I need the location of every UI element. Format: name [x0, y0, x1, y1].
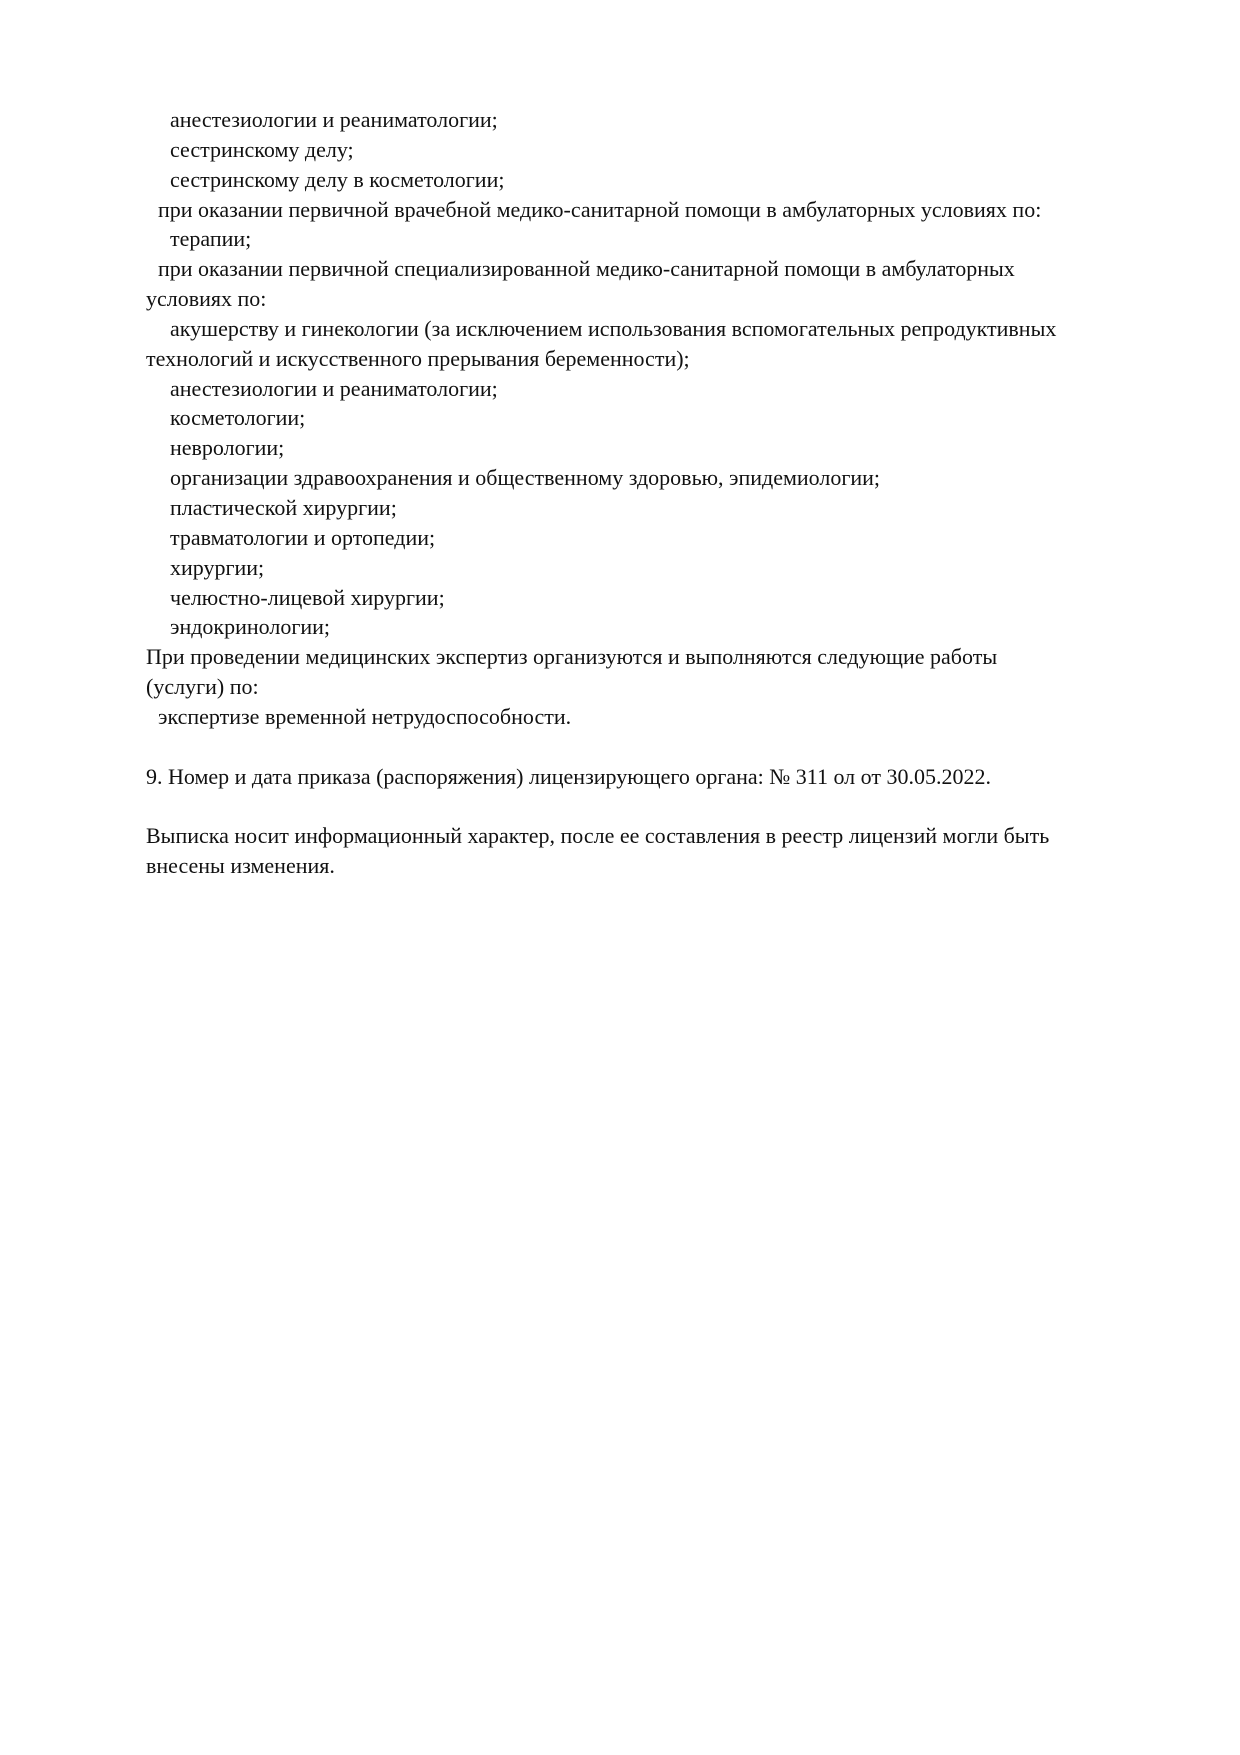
document-line: пластической хирургии; — [170, 494, 397, 520]
document-line: челюстно-лицевой хирургии; — [170, 584, 445, 610]
document-line: технологий и искусственного прерывания беременности); — [146, 345, 690, 371]
document-line: неврологии; — [170, 435, 285, 461]
order-number-date: 9. Номер и дата приказа (распоряжения) лицензирующего органа: № 311 ол от 30.05.2022. — [146, 763, 991, 789]
document-page — [146, 105, 1186, 881]
document-line: эндокринологии; — [170, 614, 331, 640]
document-line: при оказании первичной врачебной медико-санитарной помощи в амбулаторных условиях по: — [158, 196, 1042, 222]
document-line: (услуги) по: — [146, 674, 259, 700]
document-line: хирургии; — [170, 554, 265, 580]
document-line: травматологии и ортопедии; — [170, 524, 436, 550]
document-line: терапии; — [170, 226, 252, 252]
spacer — [146, 732, 1186, 762]
document-line: условиях по: — [146, 286, 267, 312]
document-line: сестринскому делу в косметологии; — [170, 166, 505, 192]
disclaimer-line: внесены изменения. — [146, 853, 335, 879]
document-line: организации здравоохранения и общественному здоровью, эпидемиологии; — [170, 465, 881, 491]
spacer — [146, 791, 1186, 821]
document-line: экспертизе временной нетрудоспособности. — [158, 703, 572, 729]
document-line: анестезиологии и реаниматологии; — [170, 375, 498, 401]
disclaimer-line: Выписка носит информационный характер, после ее составления в реестр лицензий могли быть — [146, 823, 1050, 849]
document-line: при оказании первичной специализированной медико-санитарной помощи в амбулаторных — [158, 256, 1015, 282]
license-activity-list — [146, 105, 1186, 732]
document-line: сестринскому делу; — [170, 136, 354, 162]
document-line: При проведении медицинских экспертиз организуются и выполняются следующие работы — [146, 644, 998, 670]
document-line: анестезиологии и реаниматологии; — [170, 107, 498, 132]
document-line: косметологии; — [170, 405, 306, 431]
document-line: акушерству и гинекологии (за исключением использования вспомогательных репродуктивных — [170, 315, 1057, 341]
